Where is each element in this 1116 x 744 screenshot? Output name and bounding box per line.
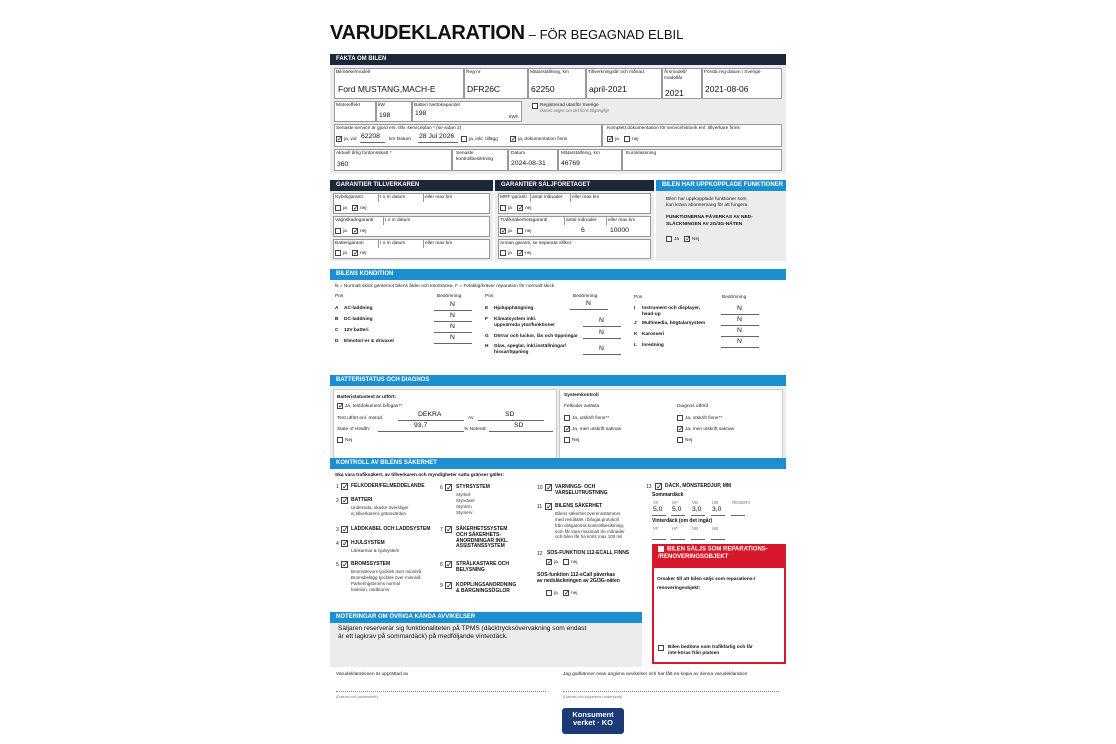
label-kwh: kWh: [509, 115, 519, 120]
checkbox-reg-utanfor[interactable]: [532, 103, 538, 109]
checkbox-felkoder-nej[interactable]: [564, 437, 570, 443]
kontroll-num-8: 8: [440, 562, 443, 568]
kondition-code-l: L: [634, 343, 637, 348]
kontroll-num-6: 6: [440, 485, 443, 491]
value-av: SD: [505, 411, 515, 418]
kondition-val-h: N: [599, 345, 604, 352]
kontroll-num-7: 7: [440, 527, 443, 533]
label-batt-tom: t o m datum: [380, 241, 406, 246]
checkbox-komplett-nej[interactable]: [624, 136, 630, 142]
kondition-code-b: B: [335, 317, 339, 322]
checkbox-mrf-nej[interactable]: ✓: [518, 205, 524, 212]
kondition-val-l: N: [737, 338, 742, 345]
kontroll-title-1: FELKODER/FELMEDDELANDE: [351, 483, 425, 489]
value-tillv: april-2021: [589, 84, 627, 94]
kondition-legend: N = Normalt skick gentemot bilens ålder och körsträcka, F = Felaktig/kräver reparation för normalt skick: [335, 284, 555, 289]
label-matar: Mätarställning, km: [530, 70, 569, 75]
kontroll-sos-question: SOS-funktion 112-eCall påverkas av nedsläckningen av 2G/3G-näten: [537, 572, 620, 584]
value-matar: 62250: [531, 84, 555, 94]
kontroll-title-13: DÄCK, MÖNSTERDJUP, MM: [665, 483, 732, 489]
kontroll-num-1: 1: [336, 484, 339, 490]
label-trafik-ja: ja: [508, 229, 512, 234]
kondition-val-i: N: [737, 305, 742, 312]
checkbox-kontroll-7[interactable]: ✓: [446, 525, 453, 534]
footer-godkanner: Jag godkänner ovan angivna avvikelser och har fått en kopia av denna varudeklaration: [563, 672, 748, 677]
label-ecall-ja: ja: [554, 560, 558, 565]
checkbox-nybil-nej[interactable]: ✓: [353, 205, 359, 212]
label-vinterdack: Vinterdäck (om det ingår): [652, 518, 713, 524]
declaration-page: [330, 18, 786, 738]
kondition-label-j: Multimedia, högtalarsystem: [642, 321, 706, 326]
line-service-km: [360, 142, 385, 143]
checkbox-diagnos-saknas[interactable]: ✓: [678, 426, 684, 433]
kondition-val-k: N: [737, 327, 742, 334]
kontroll-title-4: HJULSYSTEM: [351, 540, 385, 546]
checkbox-batt-nej[interactable]: ✓: [353, 250, 359, 257]
kondition-code-h: H: [485, 344, 489, 349]
label-sos-nej: nej: [571, 591, 578, 596]
label-testdokument: Ja, testdokument bifogas**: [345, 404, 403, 409]
kondition-code-i: I: [634, 306, 636, 311]
kontroll-sub-11: Bilens säkerhet överensstämmer med resultatet i bifogat protokoll från obligatorisk kontrollbesiktning, som får vara maximalt tre månader och bilen får ha körts max 100 mil: [555, 511, 625, 540]
label-bes-matar: Mätarställning, km: [561, 151, 600, 156]
checkbox-kontroll-3[interactable]: ✓: [342, 525, 349, 534]
value-sommar-hb: 3,0: [712, 506, 722, 513]
checkbox-vagn-ja[interactable]: [335, 228, 341, 234]
kondition-val-f: N: [599, 317, 604, 324]
kondition-pos-2: Pos: [485, 294, 494, 299]
label-annan-garanti: Annan garanti, se separata villkor: [500, 241, 572, 246]
label-felkoder-saknas: Ja, men utskrift saknas: [572, 427, 622, 432]
label-av: Av: [468, 416, 474, 421]
label-trafik-nej: nej: [525, 229, 532, 234]
label-diagnos: Diagnos utförd: [677, 404, 709, 409]
label-nybil-ja: ja: [343, 206, 347, 211]
value-fordonsskatt: 360: [337, 161, 349, 168]
label-annan-nej: nej: [525, 251, 532, 256]
kondition-label-a: AC-laddning: [344, 306, 373, 311]
value-sommar-hf: 5,0: [672, 506, 682, 513]
label-reg-utanfor-note: Datum anges om det finns tillgängligt: [540, 108, 609, 113]
kondition-label-h: Glas, speglar, inkl.inställningar/ hissar/öppning: [494, 344, 566, 355]
value-batteri-netto: 198: [415, 110, 427, 117]
checkbox-testdokument[interactable]: ✓: [338, 403, 344, 410]
kontroll-title-12: SOS-FUNKTION 112-ECALL FINNS: [547, 550, 630, 556]
checkbox-felkoder-utskrift[interactable]: [564, 415, 570, 421]
checkbox-sos-ja[interactable]: [546, 590, 552, 596]
kondition-label-c: 12V batteri: [344, 328, 369, 333]
label-felkoder-nej: Nej: [572, 438, 580, 443]
checkbox-kontroll-4[interactable]: ✓: [342, 539, 349, 548]
kondition-val-b: N: [450, 312, 455, 319]
value-service-km: 62208: [361, 133, 380, 140]
kondition-label-k: Karosseri: [642, 332, 665, 337]
label-batt-test-nej: Nej: [345, 438, 353, 443]
kontroll-title-6: STYRSYSTEM: [456, 484, 490, 490]
kontroll-title-11: BILENS SÄKERHET: [555, 503, 603, 509]
label-motoreffekt: Motoreffekt: [336, 103, 360, 108]
signature-line-seller[interactable]: [336, 691, 546, 692]
label-test-metod: Test utfört enl. metod: [337, 416, 382, 421]
label-reg-utanfor: Registrerad utanför Sverige: [540, 103, 599, 108]
kondition-code-c: C: [335, 328, 339, 333]
kontroll-title-8: STRÅLKASTARE OCH BELYSNING: [456, 561, 509, 573]
kontroll-num-10: 10: [537, 485, 543, 491]
value-trafik-km: 10000: [610, 227, 629, 234]
value-test-metod: DEKRA: [418, 411, 442, 418]
label-nybil-nej: nej: [360, 206, 367, 211]
kondition-bedom-2: Bedömning: [573, 294, 598, 299]
checkbox-trafik-ja[interactable]: ✓: [501, 228, 507, 235]
checkbox-felkoder-saknas[interactable]: ✓: [565, 426, 571, 433]
label-ja-vid: ja, vid: [344, 137, 357, 142]
label-sommardack: Sommardäck: [652, 492, 684, 498]
kondition-label-l: Inredning: [642, 343, 664, 348]
kondition-val-g: N: [599, 329, 604, 336]
label-sommar-hb: HB: [712, 500, 719, 505]
signature-line-buyer[interactable]: [563, 691, 779, 692]
label-noterat: % Noterat:: [464, 427, 487, 432]
logo-line-2: verket · KO: [572, 717, 614, 727]
label-annan-ja: ja: [508, 251, 512, 256]
checkbox-kontroll-1[interactable]: ✓: [342, 482, 349, 491]
label-nybil-eller: eller max km: [425, 195, 453, 200]
label-regnr: Reg nr: [466, 70, 481, 75]
label-diagnos-utskrift: Ja, utskrift finns**: [685, 416, 723, 421]
value-sommar-vf: 5,0: [653, 506, 663, 513]
kontroll-num-13: 13: [646, 484, 652, 490]
label-vagn-tom: t o m datum: [385, 218, 411, 223]
label-batterigaranti: Batterigaranti: [335, 241, 364, 246]
checkbox-trafikfarlig[interactable]: [658, 645, 664, 651]
kontroll-title-2: BATTERI: [351, 497, 373, 503]
label-mrf-ja: ja: [508, 206, 512, 211]
label-tillv: Tillverkningsår och månad: [588, 70, 644, 75]
label-uppk-nej: Nej: [692, 237, 700, 242]
label-sommar-reserv: RESERV: [732, 500, 751, 505]
checkbox-kontroll-6[interactable]: ✓: [446, 483, 453, 492]
label-mrf: MRF-garanti: [500, 195, 527, 200]
label-batteritest: Batteristatustest är utfört:: [337, 395, 397, 400]
label-diagnos-saknas: Ja, men utskrift saknas: [685, 427, 735, 432]
kondition-val-d: N: [450, 334, 455, 341]
kondition-code-e: E: [485, 306, 489, 311]
kondition-code-k: K: [634, 332, 638, 337]
checkbox-kontroll-13[interactable]: ✓: [656, 482, 663, 491]
checkbox-kontroll-9[interactable]: ✓: [446, 581, 453, 590]
section-header-batteri: BATTERISTATUS OCH DIAGNOS: [330, 375, 786, 386]
label-service: Senaste service är gjord enl. tillv. serviceplan * (se sidan 2): [336, 126, 462, 131]
kontroll-sub-5: Bromsskivors tjocklek över minnivå Bromsbelägg tjocklek över minnivå Parkeringsbroms normal funktion, nödbroms: [351, 569, 422, 592]
kondition-label-i: Instrument och displayer, head-up: [642, 306, 701, 317]
label-vinter-hb: HB: [712, 526, 719, 531]
kondition-bedom-3: Bedömning: [722, 295, 747, 300]
reparation-question: Orsaker till att bilen säljs som reparations-/ renoveringsobjekt:: [657, 577, 756, 592]
reparation-title: BILEN SÄLJS SOM REPARATIONS- /RENOVERINGSOBJEKT: [658, 546, 768, 560]
checkbox-kontroll-2[interactable]: ✓: [342, 496, 349, 505]
label-mrf-eller: eller max km: [572, 195, 600, 200]
line-service-datum: [418, 142, 458, 143]
logo-line-1: Konsument: [572, 710, 614, 719]
label-mrf-antal: antal månader: [532, 195, 563, 200]
label-ja-inkl: ja, inkl. tillägg: [469, 137, 498, 142]
kondition-bedom-1: Bedömning: [437, 294, 462, 299]
value-kw: 198: [379, 112, 391, 119]
kontroll-title-3: LADDKABEL OCH LADDSYSTEM: [351, 526, 431, 532]
label-diagnos-nej: Nej: [685, 438, 693, 443]
label-sommar-vb: VB: [692, 500, 699, 505]
checkbox-annan-ja[interactable]: [500, 250, 506, 256]
checkbox-ecall-ja[interactable]: ✓: [547, 559, 553, 566]
value-bes-datum: 2024-08-31: [511, 160, 546, 167]
label-vagn-ja: ja: [343, 229, 347, 234]
label-vinter-vb: VB: [692, 526, 699, 531]
footer-sig-seller: (Datum och underskrift): [336, 694, 378, 699]
label-uppk-ja: Ja: [674, 237, 680, 242]
checkbox-diagnos-nej[interactable]: [677, 437, 683, 443]
kondition-code-f: F: [485, 317, 488, 322]
label-sos-ja: ja: [554, 591, 558, 596]
reparation-header: [652, 544, 786, 568]
label-systemkontroll: Systemkontroll: [564, 393, 599, 398]
footer-upprattad: Varudeklarationen är upprättad av: [336, 672, 409, 677]
kontroll-num-2: 2: [336, 498, 339, 504]
noteringar-text: Säljaren reserverar sig funktionaliteten på TPMS (däcktrycksövervakning som endast är ett lagkrav på sommardäck) på medföljande vinterdäck.: [338, 625, 587, 641]
label-batt-eller: eller max km: [425, 241, 453, 246]
kondition-val-j: N: [737, 316, 742, 323]
checkbox-ecall-nej[interactable]: [563, 559, 569, 565]
section-header-kondition: BILENS KONDITION: [330, 269, 786, 280]
label-km-datum: km Datum: [389, 137, 411, 142]
checkbox-komplett-ja[interactable]: ✓: [608, 136, 614, 143]
kondition-label-d: Elmotor/-er & drivaxel: [344, 339, 394, 344]
value-bes-matar: 46769: [561, 160, 580, 167]
uppkopplade-text: Bilen har uppkopplade funktioner som kan kräva abonnemang för att fungera.: [666, 197, 749, 209]
checkbox-ja-dok[interactable]: ✓: [511, 136, 517, 143]
label-trafik-eller: eller max km: [608, 218, 636, 223]
uppkopplade-bold: FUNKTIONERNA PÅVERKAS AV NED- SLÄCKNINGEN AV 2G/3G-NÄTEN: [666, 215, 753, 227]
kontroll-num-5: 5: [336, 562, 339, 568]
checkbox-service-ja-vid[interactable]: ✓: [337, 136, 343, 143]
kondition-label-e: Hjulupphängning: [494, 306, 534, 311]
label-batt-nej: nej: [360, 251, 367, 256]
label-bes-datum: Datum: [511, 151, 526, 156]
label-trafikfarlig: Bilen bedöms som trafikfarlig och får inte köras från platsen: [668, 645, 753, 657]
label-felkoder-utskrift: Ja, utskrift finns**: [572, 416, 610, 421]
kontroll-title-10: VARNINGS- OCH VARSELUTRUSTNING: [555, 484, 608, 496]
section-header-fakta: FAKTA OM BILEN: [330, 54, 786, 65]
value-soh: 93,7: [414, 422, 428, 429]
label-nybilsgaranti: Nybilsgaranti: [335, 195, 363, 200]
kondition-code-d: D: [335, 339, 339, 344]
label-trafikgaranti: Trafiksäkerhetsgaranti: [500, 218, 548, 223]
label-batt-ja: ja: [343, 251, 347, 256]
title-main: VARUDEKLARATION: [330, 22, 525, 44]
checkbox-sos-nej[interactable]: ✓: [564, 590, 570, 597]
label-vinter-vf: VF: [653, 526, 659, 531]
kontroll-num-9: 9: [440, 583, 443, 589]
value-bilmarke: Ford MUSTANG,MACH-E: [338, 84, 436, 94]
checkbox-uppk-ja[interactable]: [666, 236, 672, 242]
checkbox-annan-nej[interactable]: ✓: [518, 250, 524, 257]
label-bilmarke: Bilmärke/modell: [336, 70, 371, 75]
page-title: [330, 22, 683, 45]
value-noterat: SD: [514, 422, 524, 429]
kontroll-title-7: SÄKERHETSSYSTEM OCH SÄKERHETS- ANORDNINGAR INKL. ASSISTANSSYSTEM: [456, 526, 509, 550]
kontroll-num-3: 3: [336, 527, 339, 533]
konsumentverket-logo: [562, 708, 624, 734]
checkbox-uppk-nej[interactable]: ✓: [685, 236, 691, 243]
checkbox-kontroll-5[interactable]: ✓: [342, 560, 349, 569]
kondition-val-e: N: [586, 300, 591, 307]
label-kw: kW: [378, 103, 385, 108]
label-sommar-vf: VF: [653, 500, 659, 505]
checkbox-reparation[interactable]: [658, 546, 664, 552]
label-komplett-nej: nej: [632, 137, 639, 142]
checkbox-kontroll-10[interactable]: ✓: [546, 483, 553, 492]
section-header-uppkopplade: BILEN HAR UPPKOPPLADE FUNKTIONER: [656, 180, 786, 191]
kondition-code-g: G: [485, 334, 489, 339]
kondition-val-a: N: [450, 301, 455, 308]
title-sub: – FÖR BEGAGNAD ELBIL: [528, 27, 684, 42]
kondition-pos-1: Pos: [335, 294, 344, 299]
kontroll-num-12: 12: [537, 551, 543, 557]
footer-sig-buyer: (Datum och köparens underskrift): [563, 694, 623, 699]
label-komplett-dok: Komplett dokumentation för servicehistorik enl. tillverkare finns: [607, 126, 740, 131]
kondition-code-j: J: [634, 321, 637, 326]
label-vagnskadegaranti: Vagnskadegaranti: [335, 218, 374, 223]
kondition-val-c: N: [450, 323, 455, 330]
label-arsmodell: Årsmodell/ modellår: [664, 70, 687, 81]
kontroll-sub-6: Styrled Styrväxel Styrarm Styrserv: [456, 492, 475, 515]
label-trafik-antal: antal månader: [566, 218, 597, 223]
checkbox-mrf-ja[interactable]: [500, 205, 506, 211]
section-header-garanti-tillv: GARANTIER TILLVERKAREN: [330, 180, 493, 191]
kontroll-num-11: 11: [537, 504, 543, 510]
section-header-kontroll: KONTROLL AV BILENS SÄKERHET: [330, 458, 786, 469]
value-forsta-reg: 2021-08-06: [705, 84, 749, 94]
label-komplett-ja: ja: [615, 137, 619, 142]
value-arsmodell: 2021: [665, 88, 684, 98]
label-mrf-nej: nej: [525, 206, 532, 211]
kontroll-num-4: 4: [336, 541, 339, 547]
kondition-label-g: Dörrar och luckor, lås och öppningar: [494, 334, 578, 339]
label-senaste-besiktning: Senaste kontrollbesiktning: [456, 151, 494, 162]
checkbox-kontroll-11[interactable]: ✓: [546, 502, 553, 511]
kontroll-intro: Ska vara trafiksäkert, av tillverkaren och myndigheter satta gränser gäller:: [335, 473, 505, 478]
kondition-label-f: Klimatsystem inkl. uppvärmda ytor/funktioner: [494, 317, 556, 328]
kondition-code-a: A: [335, 306, 339, 311]
label-felkoder: Felkoder avlästa: [564, 404, 600, 409]
kondition-pos-3: Pos: [634, 295, 643, 300]
checkbox-batt-test-nej[interactable]: [337, 437, 343, 443]
label-nybil-tom: t o m datum: [380, 195, 406, 200]
checkbox-kontroll-8[interactable]: ✓: [446, 560, 453, 569]
kontroll-sub-4: Länkarmar & hjulsystem: [351, 548, 400, 553]
value-regnr: DFR26C: [467, 84, 501, 94]
label-euroklass: Euroklassning: [626, 151, 657, 156]
kontroll-sub-2: Undersida, skador överstiger ej tillverkarens gränsvärden: [351, 505, 409, 516]
section-header-noteringar: NOTERINGAR OM ÖVRIGA KÄNDA AVVIKELSER: [330, 612, 642, 623]
label-forsta-reg: Första reg datum i Sverige: [704, 70, 761, 75]
label-soh: State of Health:: [337, 427, 371, 432]
value-sommar-vb: 3,0: [692, 506, 702, 513]
label-fordonsskatt: Aktuell årlig fordonsskatt *: [336, 151, 392, 156]
kontroll-title-9: KOPPLINGSANORDNING & BÄRGNINGSÖGLOR: [456, 582, 517, 594]
checkbox-ja-inkl[interactable]: [461, 136, 467, 142]
checkbox-batt-ja[interactable]: [335, 250, 341, 256]
checkbox-nybil-ja[interactable]: [335, 205, 341, 211]
section-header-garanti-salj: GARANTIER SÄLJFÖRETAGET: [495, 180, 654, 191]
label-ecall-nej: nej: [571, 560, 578, 565]
value-service-datum: 28 Jul 2026: [419, 133, 455, 140]
checkbox-diagnos-utskrift[interactable]: [677, 415, 683, 421]
label-sommar-hf: HF: [672, 500, 678, 505]
value-trafik-manader: 6: [581, 227, 585, 234]
checkbox-vagn-nej[interactable]: ✓: [353, 228, 359, 235]
label-vinter-hf: HF: [672, 526, 678, 531]
kondition-label-b: DC-laddning: [344, 317, 373, 322]
label-batteri-netto: Batteri Nettokapacitet: [414, 103, 460, 108]
checkbox-trafik-nej[interactable]: [517, 228, 523, 234]
kontroll-title-5: BROMSSYSTEM: [351, 561, 391, 567]
label-vagn-nej: nej: [360, 229, 367, 234]
label-ja-dok: ja, dokumentation finns: [518, 137, 568, 142]
